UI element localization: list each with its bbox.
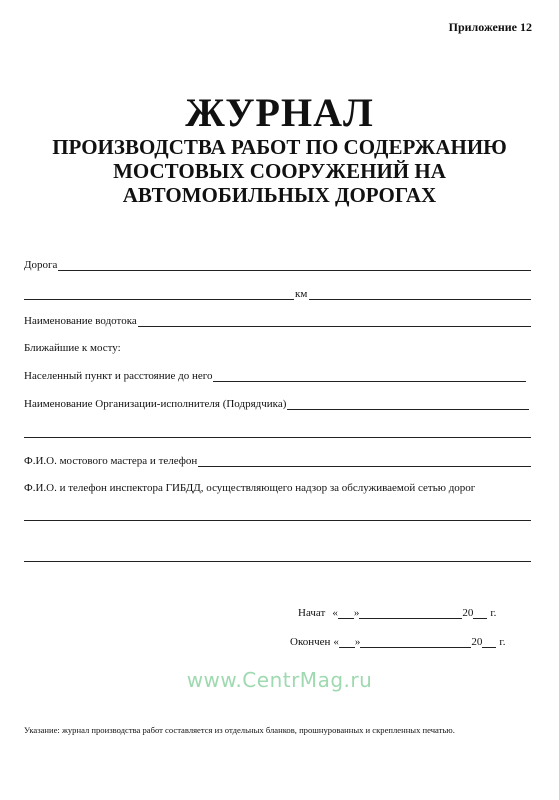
finished-month-line[interactable] (360, 636, 471, 648)
subtitle-line: МОСТОВЫХ СООРУЖЕНИЙ НА (113, 159, 446, 183)
watercourse-label: Наименование водотока (24, 315, 137, 327)
finished-date (290, 634, 505, 648)
road-field (24, 257, 531, 271)
started-year-line[interactable] (473, 607, 487, 619)
road-segment-line[interactable] (24, 288, 294, 300)
journal-title: ЖУРНАЛ (185, 90, 374, 135)
year-prefix: 20 (471, 636, 483, 648)
footnote: Указание: журнал производства работ составляется из отдельных бланков, прошнурованных и скрепленных печатью. (24, 725, 455, 735)
inspector-line-2[interactable] (24, 561, 531, 562)
finished-day-line[interactable] (339, 636, 355, 648)
appendix-label: Приложение 12 (448, 20, 532, 34)
year-prefix: 20 (462, 607, 474, 619)
quote-open: « (333, 636, 339, 648)
inspector-label: Ф.И.О. и телефон инспектора ГИБДД, осуществляющего надзор за обслуживаемой сетью дорог (24, 482, 476, 494)
contractor-label: Наименование Организации-исполнителя (Подрядчика) (24, 398, 287, 410)
settlement-input-line[interactable] (213, 370, 526, 382)
km-field (24, 286, 531, 300)
road-label: Дорога (24, 259, 58, 271)
year-suffix: г. (490, 607, 497, 619)
finished-label: Окончен (290, 636, 331, 648)
journal-subtitle (20, 135, 539, 207)
road-input-line[interactable] (58, 259, 531, 271)
settlement-field (24, 368, 526, 382)
nearest-label: Ближайшие к мосту: (24, 342, 121, 354)
finished-year-line[interactable] (482, 636, 496, 648)
watercourse-field (24, 313, 531, 327)
km-label: км (295, 288, 308, 300)
started-month-line[interactable] (359, 607, 462, 619)
inspector-line-1[interactable] (24, 520, 531, 521)
settlement-label: Населенный пункт и расстояние до него (24, 370, 213, 382)
contractor-field (24, 396, 529, 410)
subtitle-line: ПРОИЗВОДСТВА РАБОТ ПО СОДЕРЖАНИЮ (52, 135, 507, 159)
km-input-line[interactable] (309, 288, 531, 300)
started-date (298, 605, 496, 619)
contractor-extra-line[interactable] (24, 437, 531, 438)
quote-close: » (353, 607, 360, 619)
subtitle-line: АВТОМОБИЛЬНЫХ ДОРОГАХ (122, 183, 437, 207)
master-field (24, 453, 531, 467)
contractor-input-line[interactable] (287, 398, 529, 410)
watermark: www.CentrMag.ru (186, 668, 373, 692)
started-label: Начат (298, 607, 326, 619)
master-label: Ф.И.О. мостового мастера и телефон (24, 455, 198, 467)
quote-open: « (332, 607, 338, 619)
master-input-line[interactable] (198, 455, 531, 467)
quote-close: » (354, 636, 361, 648)
started-day-line[interactable] (338, 607, 354, 619)
year-suffix: г. (499, 636, 506, 648)
watercourse-input-line[interactable] (138, 315, 531, 327)
